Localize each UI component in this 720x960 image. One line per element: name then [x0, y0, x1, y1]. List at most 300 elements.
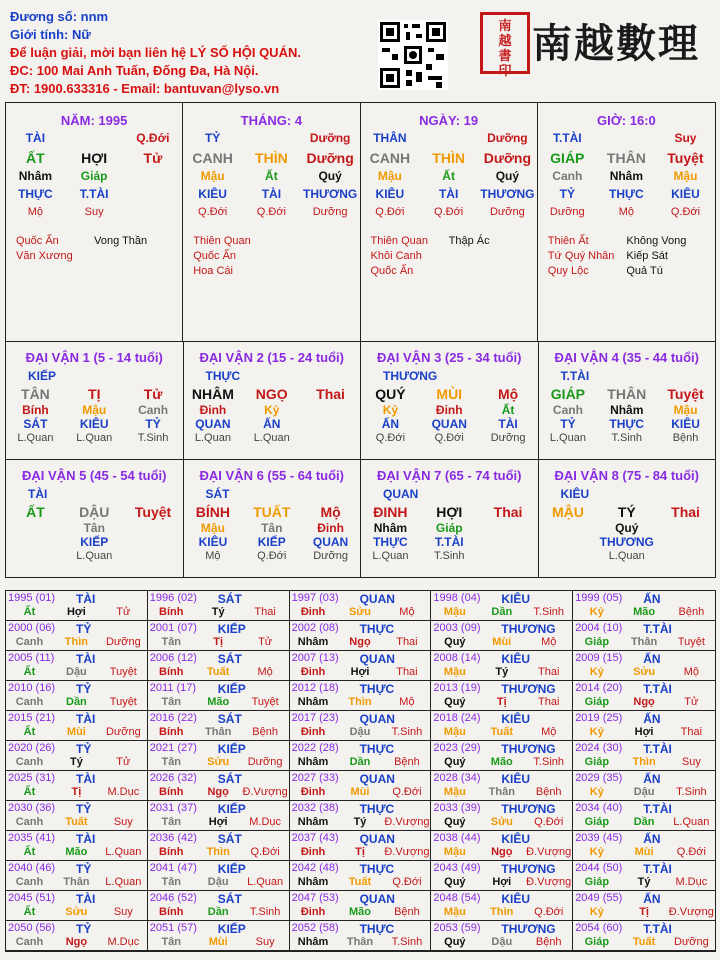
year-branch: Dần: [349, 756, 371, 768]
dai-van-gods: [184, 417, 361, 431]
dai-van-cell: TUẤT: [253, 504, 291, 520]
dai-van-cell: ẤN: [381, 417, 400, 431]
pillar-r1: [538, 130, 715, 146]
dai-van-cell: Mậu: [200, 521, 225, 535]
year-stage: Q.Đới: [534, 906, 564, 918]
dai-van-cell: TÝ: [617, 504, 636, 520]
dai-van-cell: MẬU: [551, 504, 584, 520]
year-branch: Hợi: [66, 606, 86, 618]
year-pillar: [148, 876, 289, 888]
year-star: SÁT: [217, 592, 242, 606]
year-branch: Ngọ: [633, 696, 655, 708]
year-pillar: [290, 906, 431, 918]
year-label: 2040 (46): [8, 862, 56, 874]
year-cell: [148, 831, 290, 861]
pillar-cell: Mộ: [618, 206, 634, 218]
stars-right: [449, 234, 527, 279]
year-cell: [148, 801, 290, 831]
year-pillar: [290, 936, 431, 948]
dai-van-title: ĐẠI VẬN 1 (5 - 14 tuổi): [25, 350, 163, 365]
year-stage: Q.Đới: [676, 846, 706, 858]
pillar-cell: T.TÀI: [79, 187, 109, 201]
year-pillar: [6, 906, 147, 918]
dai-van-cell: QUAN: [431, 417, 467, 431]
pillar-cell: THƯƠNG: [480, 187, 535, 201]
year-star: ẤN: [643, 832, 661, 846]
year-branch: Thìn: [632, 756, 656, 768]
year-label: 2021 (27): [149, 742, 197, 754]
year-stem: Canh: [15, 756, 44, 768]
header-info: [10, 8, 301, 98]
year-stage: Bệnh: [535, 936, 562, 948]
year-label: 1998 (04): [433, 592, 481, 604]
pillar-cell: [124, 204, 183, 220]
year-pillar: [148, 696, 289, 708]
year-cell: [6, 651, 148, 681]
year-star: KIÊU: [501, 652, 531, 666]
dai-van-2: [184, 342, 362, 460]
year-stage: L.Quan: [105, 846, 142, 858]
year-pillar: [573, 756, 715, 768]
year-label: 2037 (43): [291, 832, 339, 844]
year-label: 2019 (25): [575, 712, 623, 724]
stars-left: [371, 234, 449, 279]
dai-van-1: [6, 342, 184, 460]
star-name: Thập Ác: [448, 235, 490, 247]
year-branch: Hợi: [492, 876, 512, 888]
year-label: 2025 (31): [8, 772, 56, 784]
star-name: Thiên Quan: [370, 235, 428, 247]
year-branch: Dậu: [66, 666, 87, 678]
year-pillar: [148, 816, 289, 828]
pillar-cell: THÌN: [255, 150, 288, 166]
dai-van-pillar: [539, 505, 716, 519]
year-stem: Đinh: [300, 726, 326, 738]
year-branch: Mão: [633, 606, 656, 618]
stars-right: [271, 234, 349, 279]
dai-van-cell: Tuyệt: [134, 504, 172, 520]
dai-van-cell: QUÝ: [375, 386, 406, 402]
year-cell: [431, 891, 573, 921]
year-stage: Dưỡng: [247, 756, 283, 768]
dai-van-cell: Mộ: [497, 386, 519, 402]
year-label: 2051 (57): [149, 922, 197, 934]
year-stem: Ất: [23, 846, 36, 858]
year-cell: [431, 801, 573, 831]
year-star: THỰC: [359, 922, 395, 936]
pillar-cell: KIÊU: [375, 187, 405, 201]
year-stage: Q.Đới: [534, 816, 564, 828]
year-stage: Tuyệt: [109, 696, 137, 708]
year-stem: Nhâm: [297, 696, 329, 708]
year-label: 2027 (33): [291, 772, 339, 784]
year-cell: [573, 651, 715, 681]
year-label: 2009 (15): [575, 652, 623, 664]
pillar-cell: CANH: [192, 150, 233, 166]
pillar-cell: Mậu: [377, 169, 402, 183]
year-cell: [290, 921, 432, 951]
year-cell: [573, 891, 715, 921]
year-label: 2043 (49): [433, 862, 481, 874]
pillar-cell: TÀI: [261, 187, 282, 201]
dai-van-cell: Thai: [493, 504, 523, 520]
pillar-r4: [361, 186, 537, 202]
pillar-r3: [538, 168, 715, 184]
year-cell: [431, 741, 573, 771]
pillar-cell: Tuyệt: [667, 150, 704, 166]
year-label: 2050 (56): [8, 922, 56, 934]
year-star: THƯƠNG: [501, 742, 556, 756]
year-cell: [573, 831, 715, 861]
owner-name: Đương số: nnm: [10, 9, 109, 24]
year-cell: [573, 621, 715, 651]
year-star: T.TÀI: [643, 802, 672, 816]
dai-van-cell: KIẾP: [80, 535, 109, 549]
year-stem: Nhâm: [297, 636, 329, 648]
year-label: 2000 (06): [8, 622, 56, 634]
year-pillar: [148, 906, 289, 918]
year-stem: Đinh: [300, 906, 326, 918]
year-stem: Giáp: [584, 636, 610, 648]
year-branch: Mùi: [634, 846, 654, 858]
year-stage: Suy: [681, 756, 701, 768]
pillar-cell: Ất: [442, 169, 455, 183]
year-label: 2014 (20): [575, 682, 623, 694]
year-stem: Ất: [23, 726, 36, 738]
dai-van-cell: T.TÀI: [434, 535, 464, 549]
year-cell: [290, 681, 432, 711]
pillar-cell: Mậu: [200, 169, 225, 183]
year-cell: [431, 651, 573, 681]
year-label: 2052 (58): [291, 922, 339, 934]
year-star: TỶ: [76, 622, 92, 636]
dai-van-5: [6, 460, 184, 578]
year-stem: Mậu: [443, 666, 466, 678]
year-star: T.TÀI: [643, 862, 672, 876]
year-star: ẤN: [643, 592, 661, 606]
dai-van-cell: [656, 521, 715, 535]
year-label: 2020 (26): [8, 742, 56, 754]
pillar-cell: Dưỡng: [487, 131, 528, 145]
year-cell: [431, 711, 573, 741]
year-stem: Tân: [161, 636, 182, 648]
year-stem: Quý: [444, 816, 466, 828]
year-cell: [6, 861, 148, 891]
dai-van-cell: [539, 521, 598, 535]
year-stem: Mậu: [443, 606, 466, 618]
dai-van-6: [184, 460, 362, 578]
dai-van-hidden: [361, 521, 538, 535]
pillar-cell: ẤT: [26, 150, 45, 166]
year-cell: [290, 891, 432, 921]
year-branch: Thìn: [490, 906, 514, 918]
dai-van-hidden: [184, 403, 361, 417]
pillar-cell: Giáp: [80, 169, 108, 183]
stars-left: [193, 234, 271, 279]
dai-van-cell: Dưỡng: [490, 432, 526, 444]
year-cell: [431, 591, 573, 621]
dai-van-cell: BÍNH: [195, 504, 231, 520]
year-label: 2012 (18): [291, 682, 339, 694]
year-stem: Quý: [444, 636, 466, 648]
year-branch: Sửu: [633, 666, 656, 678]
pillar-cell: [597, 130, 656, 146]
year-label: 2053 (59): [433, 922, 481, 934]
pillar-title: NGÀY: 19: [419, 113, 479, 128]
year-branch: Tuất: [65, 816, 88, 828]
pillar-cell: T.TÀI: [552, 131, 582, 145]
dai-van-cell: Mộ: [320, 504, 341, 520]
year-stage: Suy: [255, 936, 275, 948]
year-pillar: [6, 606, 147, 618]
year-star: THỰC: [359, 682, 395, 696]
year-branch: Tuất: [490, 726, 513, 738]
pillar-cell: KIÊU: [671, 187, 700, 201]
pillar-r5: [6, 204, 182, 220]
year-pillar: [431, 636, 572, 648]
dai-van-cell: [479, 549, 538, 563]
year-stem: Bính: [159, 666, 184, 678]
dai-van-cell: [539, 549, 598, 563]
year-cell: [6, 621, 148, 651]
year-branch: Thân: [63, 876, 90, 888]
dai-van-cell: L.Quan: [372, 550, 409, 562]
pillar-3: [538, 103, 715, 341]
pillar-r1: [183, 130, 359, 146]
year-stage: Mộ: [399, 606, 415, 618]
star-name: Văn Xương: [16, 250, 73, 262]
year-pillar: [431, 936, 572, 948]
year-stage: Bệnh: [535, 786, 562, 798]
year-pillar: [148, 756, 289, 768]
year-pillar: [573, 786, 715, 798]
year-pillar: [290, 816, 431, 828]
year-pillar: [290, 606, 431, 618]
pillar-cell: [419, 130, 478, 146]
pillar-r3: [183, 168, 359, 184]
year-stem: Bính: [159, 726, 184, 738]
year-branch: Hợi: [208, 816, 228, 828]
pillar-cell: KIÊU: [198, 187, 227, 201]
year-cell: [148, 741, 290, 771]
year-stage: T.Sinh: [676, 786, 707, 798]
year-stem: Đinh: [300, 666, 326, 678]
year-pillar: [431, 666, 572, 678]
year-cell: [290, 801, 432, 831]
year-star: KIẾP: [217, 742, 246, 756]
year-branch: Dần: [207, 906, 229, 918]
dai-van-cell: QUAN: [195, 417, 231, 431]
year-pillar: [431, 726, 572, 738]
dai-van-row-1: [5, 342, 716, 460]
year-pillar: [431, 606, 572, 618]
pillar-r4: [6, 186, 182, 202]
year-cell: [6, 771, 148, 801]
star-name: Khôi Canh: [370, 250, 422, 262]
year-label: 2042 (48): [291, 862, 339, 874]
year-label: 1997 (03): [291, 592, 339, 604]
year-pillar: [431, 786, 572, 798]
year-stem: Mậu: [443, 906, 466, 918]
dai-van-cell: [301, 417, 360, 431]
year-stem: Canh: [15, 696, 44, 708]
year-branch: Tý: [495, 666, 509, 678]
year-cell: [290, 711, 432, 741]
year-stage: Q.Đới: [392, 786, 422, 798]
year-stage: Tử: [116, 606, 131, 618]
year-star: QUAN: [359, 772, 395, 786]
year-stem: Canh: [15, 636, 44, 648]
dai-van-cell: KIÊU: [198, 535, 228, 549]
dai-van-gods: [6, 417, 183, 431]
dai-van-star: THỰC: [205, 369, 241, 383]
year-cell: [573, 591, 715, 621]
year-label: 2048 (54): [433, 892, 481, 904]
dai-van-cell: Mậu: [82, 403, 107, 417]
pillar-stars: [361, 234, 537, 279]
year-cell: [148, 681, 290, 711]
dai-van-cell: [124, 535, 183, 549]
year-branch: Thân: [346, 936, 374, 948]
year-star: KIẾP: [217, 862, 246, 876]
year-stage: Suy: [113, 816, 133, 828]
year-stage: Đ.Vượng: [526, 846, 572, 858]
dai-van-star: TÀI: [28, 487, 48, 501]
dai-van-cell: [6, 549, 65, 563]
year-stem: Mậu: [443, 786, 466, 798]
dai-van-stage: [539, 431, 716, 445]
year-branch: Mão: [490, 756, 513, 768]
dai-van-stage: [6, 431, 183, 445]
year-branch: Sửu: [65, 906, 88, 918]
star-name: Thiên Ất: [547, 235, 589, 247]
dai-van-cell: [539, 535, 598, 549]
pillar-cell: TỶ: [559, 187, 575, 201]
year-stage: L.Quan: [247, 876, 284, 888]
year-pillar: [6, 696, 147, 708]
year-star: TÀI: [76, 652, 96, 666]
year-stem: Đinh: [300, 786, 326, 798]
year-star: THƯƠNG: [501, 802, 556, 816]
dai-van-cell: DẬU: [79, 504, 110, 520]
year-branch: Tị: [496, 696, 507, 708]
pillar-r2: [538, 150, 715, 166]
year-branch: Thìn: [206, 846, 230, 858]
year-label: 2041 (47): [149, 862, 197, 874]
year-branch: Dần: [66, 696, 87, 708]
year-stage: M.Dục: [107, 936, 140, 948]
year-stem: Kỷ: [589, 726, 604, 738]
pillar-cell: Dưỡng: [549, 206, 585, 218]
year-branch: Tị: [355, 846, 365, 858]
dai-van-stage: [361, 549, 538, 563]
year-label: 2032 (38): [291, 802, 339, 814]
dai-van-cell: Kỷ: [264, 403, 280, 417]
year-label: 2038 (44): [433, 832, 481, 844]
year-stage: Dưỡng: [105, 726, 141, 738]
year-stem: Giáp: [584, 816, 610, 828]
dai-van-cell: [656, 535, 715, 549]
year-label: 1995 (01): [8, 592, 56, 604]
year-label: 2047 (53): [291, 892, 339, 904]
year-cell: [431, 771, 573, 801]
dai-van-gods: [184, 535, 361, 549]
year-cell: [148, 621, 290, 651]
pillar-cell: Dưỡng: [489, 206, 525, 218]
year-star: QUAN: [359, 712, 395, 726]
pillar-r1: [6, 130, 182, 146]
year-branch: Mão: [207, 696, 230, 708]
year-label: 2005 (11): [8, 652, 55, 664]
year-stage: Thai: [680, 726, 703, 738]
year-branch: Thân: [205, 726, 232, 738]
year-pillar: [290, 846, 431, 858]
dai-van-gods: [6, 535, 183, 549]
dai-van-cell: KIÊU: [79, 417, 109, 431]
pillar-cell: HỢI: [81, 150, 108, 166]
year-stem: Giáp: [584, 756, 610, 768]
year-cell: [148, 711, 290, 741]
year-star: ẤN: [643, 772, 661, 786]
dai-van-cell: SÁT: [23, 417, 48, 431]
year-cell: [431, 861, 573, 891]
year-pillar: [290, 636, 431, 648]
year-star: THƯƠNG: [501, 862, 556, 876]
year-stage: Thai: [396, 636, 418, 648]
pillar-cell: [124, 168, 183, 184]
dai-van-cell: [124, 549, 183, 563]
year-stage: Đ.Vượng: [526, 876, 572, 888]
year-stage: T.Sinh: [391, 726, 423, 738]
year-label: 2049 (55): [575, 892, 623, 904]
dai-van-cell: Mậu: [673, 403, 698, 417]
year-branch: Dậu: [633, 786, 655, 798]
year-branch: Thìn: [64, 636, 88, 648]
dai-van-cell: TÀI: [498, 417, 518, 431]
dai-van-pillar: [6, 505, 183, 519]
dai-van-cell: Bệnh: [672, 432, 699, 444]
dai-van-cell: L.Quan: [608, 550, 645, 562]
year-pillar: [148, 636, 289, 648]
year-stage: Bệnh: [394, 756, 420, 768]
year-stage: Bệnh: [252, 726, 278, 738]
year-cell: [573, 681, 715, 711]
year-label: 2035 (41): [8, 832, 56, 844]
pillar-cell: THỰC: [609, 187, 644, 201]
year-star: SÁT: [217, 652, 242, 666]
year-stage: Mộ: [541, 636, 557, 648]
year-stage: Mộ: [541, 726, 557, 738]
dai-van-3: [361, 342, 539, 460]
year-cell: [6, 711, 148, 741]
year-label: 2026 (32): [149, 772, 197, 784]
gender: Giới tính: Nữ: [10, 27, 91, 42]
year-branch: Dậu: [207, 876, 229, 888]
pillar-0: [6, 103, 183, 341]
dai-van-pillar: [6, 387, 183, 401]
year-star: THỰC: [359, 862, 395, 876]
dai-van-cell: L.Quan: [76, 550, 113, 562]
pillar-stars: [183, 234, 359, 279]
dai-van-pillar: [184, 505, 361, 519]
year-stem: Canh: [15, 936, 44, 948]
pillar-cell: Dưỡng: [312, 206, 348, 218]
year-star: SÁT: [217, 712, 242, 726]
pillar-cell: Q.Đới: [670, 206, 701, 218]
pillar-cell: Q.Đới: [198, 206, 228, 218]
year-stem: Đinh: [300, 606, 326, 618]
year-cell: [573, 741, 715, 771]
